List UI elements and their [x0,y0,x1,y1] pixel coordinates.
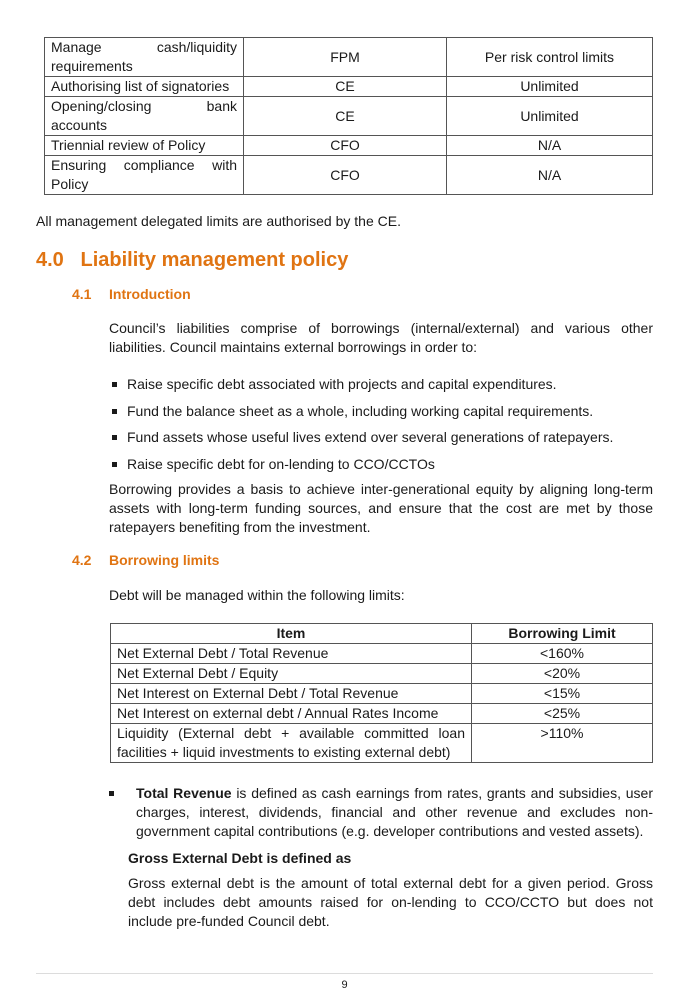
equity-paragraph: Borrowing provides a basis to achieve inter-generational equity by aligning long-term assets with long-term funding sources, and ensure that the cost are met by those ratepayers benefiting from the investment. [109,481,653,535]
table-cell: FPM [244,38,447,77]
table-row [111,724,653,763]
table-cell: CE [244,97,447,136]
column-header-limit: Borrowing Limit [472,624,653,644]
delegation-note: All management delegated limits are authorised by the CE. [36,213,401,229]
section-number: 4.0 [36,249,64,271]
table-cell: <20% [472,664,653,684]
table-cell: <160% [472,644,653,664]
list-item: Fund the balance sheet as a whole, including working capital requirements. [109,402,653,429]
subsection-title: Borrowing limits [109,552,220,568]
section-heading [36,246,348,274]
list-item: Fund assets whose useful lives extend over several generations of ratepayers. [109,428,653,455]
funding-purpose-list [109,375,653,481]
table-cell: <15% [472,684,653,704]
list-item: Raise specific debt associated with projects and capital expenditures. [109,375,653,402]
term-total-revenue: Total Revenue [136,785,232,801]
table-cell: Net External Debt / Total Revenue [111,644,472,664]
delegations-table [44,37,653,195]
table-cell: Manage cash/liquidity requirements [45,38,244,77]
definition-text: is defined as cash earnings from rates, grants and subsidies, user charges, interest, dividends, financial and other revenue and excludes non-government capital contributions (e.g. developer contributions and vested assets). [136,785,653,839]
table-cell: <25% [472,704,653,724]
subsection-heading-borrowing-limits [72,551,572,571]
table-cell: Per risk control limits [447,38,653,77]
table-cell: Authorising list of signatories [45,77,244,97]
table-cell: Liquidity (External debt + available committed loan facilities + liquid investments to existing external debt) [111,724,472,763]
table-cell: N/A [447,136,653,156]
borrowing-lead: Debt will be managed within the following limits: [109,587,405,603]
table-cell: Ensuring compliance with Policy [45,156,244,195]
gross-debt-definition: Gross external debt is the amount of total external debt for a given period. Gross debt includes debt amounts raised for on-lending to CCO/CCTO but does not include pre-funded Council debt. [128,875,653,929]
subsection-number: 4.2 [72,552,92,568]
table-cell: CE [244,77,447,97]
table-cell: Triennial review of Policy [45,136,244,156]
column-header-item: Item [111,624,472,644]
section-title: Liability management policy [80,249,349,271]
table-row [45,156,653,195]
table-row [45,77,653,97]
table-cell: Net Interest on external debt / Annual Rates Income [111,704,472,724]
table-cell: Unlimited [447,77,653,97]
list-item: Raise specific debt for on-lending to CCO/CCTOs [109,455,653,482]
subsection-heading-introduction [72,285,572,305]
table-cell: Unlimited [447,97,653,136]
table-cell: CFO [244,136,447,156]
bullet-icon [109,791,114,796]
table-header-row [111,624,653,644]
subsection-title: Introduction [109,286,191,302]
table-row [45,38,653,77]
table-cell: Opening/closing bank accounts [45,97,244,136]
borrowing-limits-table [110,623,653,763]
table-cell: >110% [472,724,653,763]
table-row [45,97,653,136]
subsection-number: 4.1 [72,286,92,302]
table-cell: Net Interest on External Debt / Total Revenue [111,684,472,704]
gross-debt-heading: Gross External Debt is defined as [128,850,352,866]
footer-divider [36,973,653,974]
table-row [111,684,653,704]
table-row [111,664,653,684]
table-row [111,644,653,664]
table-cell: CFO [244,156,447,195]
table-row [45,136,653,156]
table-cell: N/A [447,156,653,195]
page-number: 9 [341,979,348,991]
intro-paragraph: Council’s liabilities comprise of borrowings (internal/external) and various other liabilities. Council maintains external borrowings in order to: [109,320,653,355]
table-cell: Net External Debt / Equity [111,664,472,684]
table-row [111,704,653,724]
